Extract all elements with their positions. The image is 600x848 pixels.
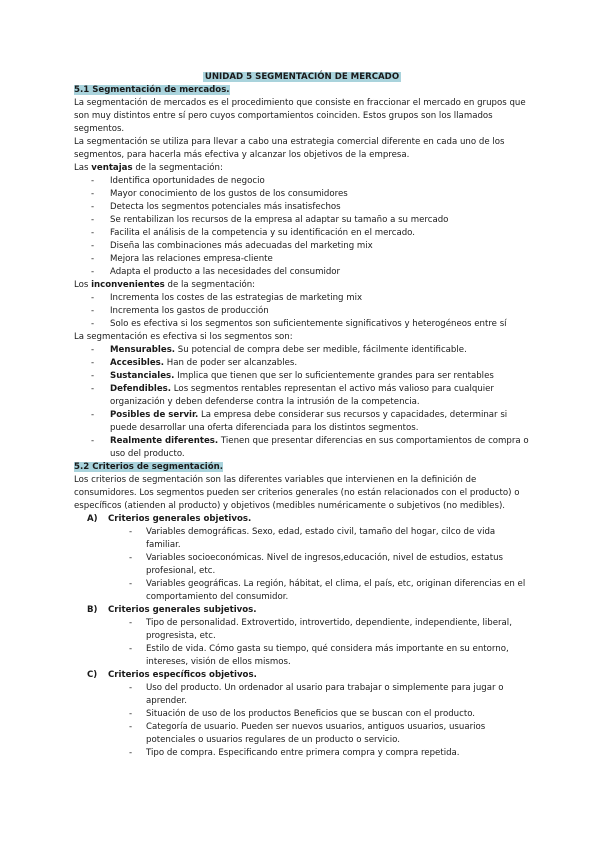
group-b-heading: B) Criterios generales subjetivos. — [87, 605, 257, 615]
list-item: - Identifica oportunidades de negocio — [74, 175, 530, 188]
efectiva-list — [74, 344, 530, 461]
criterios-paragraph: Los criterios de segmentación son las diferentes variables que intervienen en la definición de consumidores. Los segmentos pueden ser criterios generales (no están relacionados con el producto) o específicos (atienden al producto) y objetivos (medibles numéricamente o subjetivos (no medibles). — [74, 475, 520, 511]
list-item: - Incrementa los gastos de producción — [74, 305, 530, 318]
list-item: - Facilita el análisis de la competencia y su identificación en el mercado. — [74, 227, 530, 240]
list-item: - Tipo de personalidad. Extrovertido, introvertido, dependiente, independiente, liberal, progresista, etc. — [74, 617, 530, 643]
section-5-1-heading: 5.1 Segmentación de mercados. — [74, 85, 230, 95]
list-item: - Variables geográficas. La región, hábitat, el clima, el país, etc, originan diferencias en el comportamiento del consumidor. — [74, 578, 530, 604]
ventajas-intro: Las ventajas de la segmentación: — [74, 163, 223, 173]
list-item: - Uso del producto. Un ordenador al usario para trabajar o simplemente para jugar o aprender. — [74, 682, 530, 708]
list-item: - Sustanciales. Implica que tienen que ser lo suficientemente grandes para ser rentables — [74, 370, 530, 383]
list-item: - Adapta el producto a las necesidades del consumidor — [74, 266, 530, 279]
list-item: - Solo es efectiva si los segmentos son suficientemente significativos y heterogéneos entre sí — [74, 318, 530, 331]
list-item: - Categoría de usuario. Pueden ser nuevos usuarios, antiguos usuarios, usuarios potenciales o usuarios regulares de un producto o servicio. — [74, 721, 530, 747]
list-item: - Incrementa los costes de las estrategias de marketing mix — [74, 292, 530, 305]
section-5-2-heading: 5.2 Criterios de segmentación. — [74, 462, 224, 472]
list-item: - Situación de uso de los productos Beneficios que se buscan con el producto. — [74, 708, 530, 721]
list-item: - Se rentabilizan los recursos de la empresa al adaptar su tamaño a su mercado — [74, 214, 530, 227]
list-item: - Variables demográficas. Sexo, edad, estado civil, tamaño del hogar, cilco de vida familiar. — [74, 526, 530, 552]
document-content — [74, 71, 530, 760]
list-item: - Mayor conocimiento de los gustos de los consumidores — [74, 188, 530, 201]
list-item: - Defendibles. Los segmentos rentables representan el activo más valioso para cualquier organización y deben defenderse contra la intrusión de la competencia. — [74, 383, 530, 409]
list-item: - Accesibles. Han de poder ser alcanzables. — [74, 357, 530, 370]
definition-paragraph: La segmentación de mercados es el procedimiento que consiste en fraccionar el mercado en grupos que son muy distintos entre sí pero cuyos comportamientos coinciden. Estos grupos son los llamados segmentos. — [74, 98, 526, 134]
list-item: - Variables socioeconómicas. Nivel de ingresos,educación, nivel de estudios, estatus profesional, etc. — [74, 552, 530, 578]
list-item: - Posibles de servir. La empresa debe considerar sus recursos y capacidades, determinar si puede desarrollar una oferta diferenciada para los distintos segmentos. — [74, 409, 530, 435]
group-c-heading: C) Criterios específicos objetivos. — [87, 670, 257, 680]
purpose-paragraph: La segmentación se utiliza para llevar a cabo una estrategia comercial diferente en cada uno de los segmentos, para hacerla más efectiva y alcanzar los objetivos de la empresa. — [74, 137, 505, 160]
list-item: - Mensurables. Su potencial de compra debe ser medible, fácilmente identificable. — [74, 344, 530, 357]
list-item: - Tipo de compra. Especificando entre primera compra y compra repetida. — [74, 747, 530, 760]
list-item: - Diseña las combinaciones más adecuadas del marketing mix — [74, 240, 530, 253]
unit-title-text: UNIDAD 5 SEGMENTACIÓN DE MERCADO — [204, 72, 400, 82]
list-item: - Mejora las relaciones empresa-cliente — [74, 253, 530, 266]
list-item: - Estilo de vida. Cómo gasta su tiempo, qué considera más importante en su entorno, intereses, visión de ellos mismos. — [74, 643, 530, 669]
list-item: - Detecta los segmentos potenciales más insatisfechos — [74, 201, 530, 214]
group-c-list — [74, 682, 530, 760]
unit-title — [74, 71, 530, 84]
group-b-list — [74, 617, 530, 669]
list-item: - Realmente diferentes. Tienen que presentar diferencias en sus comportamientos de compra o uso del producto. — [74, 435, 530, 461]
efectiva-intro: La segmentación es efectiva si los segmentos son: — [74, 332, 293, 342]
ventajas-list — [74, 175, 530, 279]
inconvenientes-list — [74, 292, 530, 331]
inconvenientes-intro: Los inconvenientes de la segmentación: — [74, 280, 256, 290]
group-a-list — [74, 526, 530, 604]
group-a-heading: A) Criterios generales objetivos. — [87, 514, 252, 524]
